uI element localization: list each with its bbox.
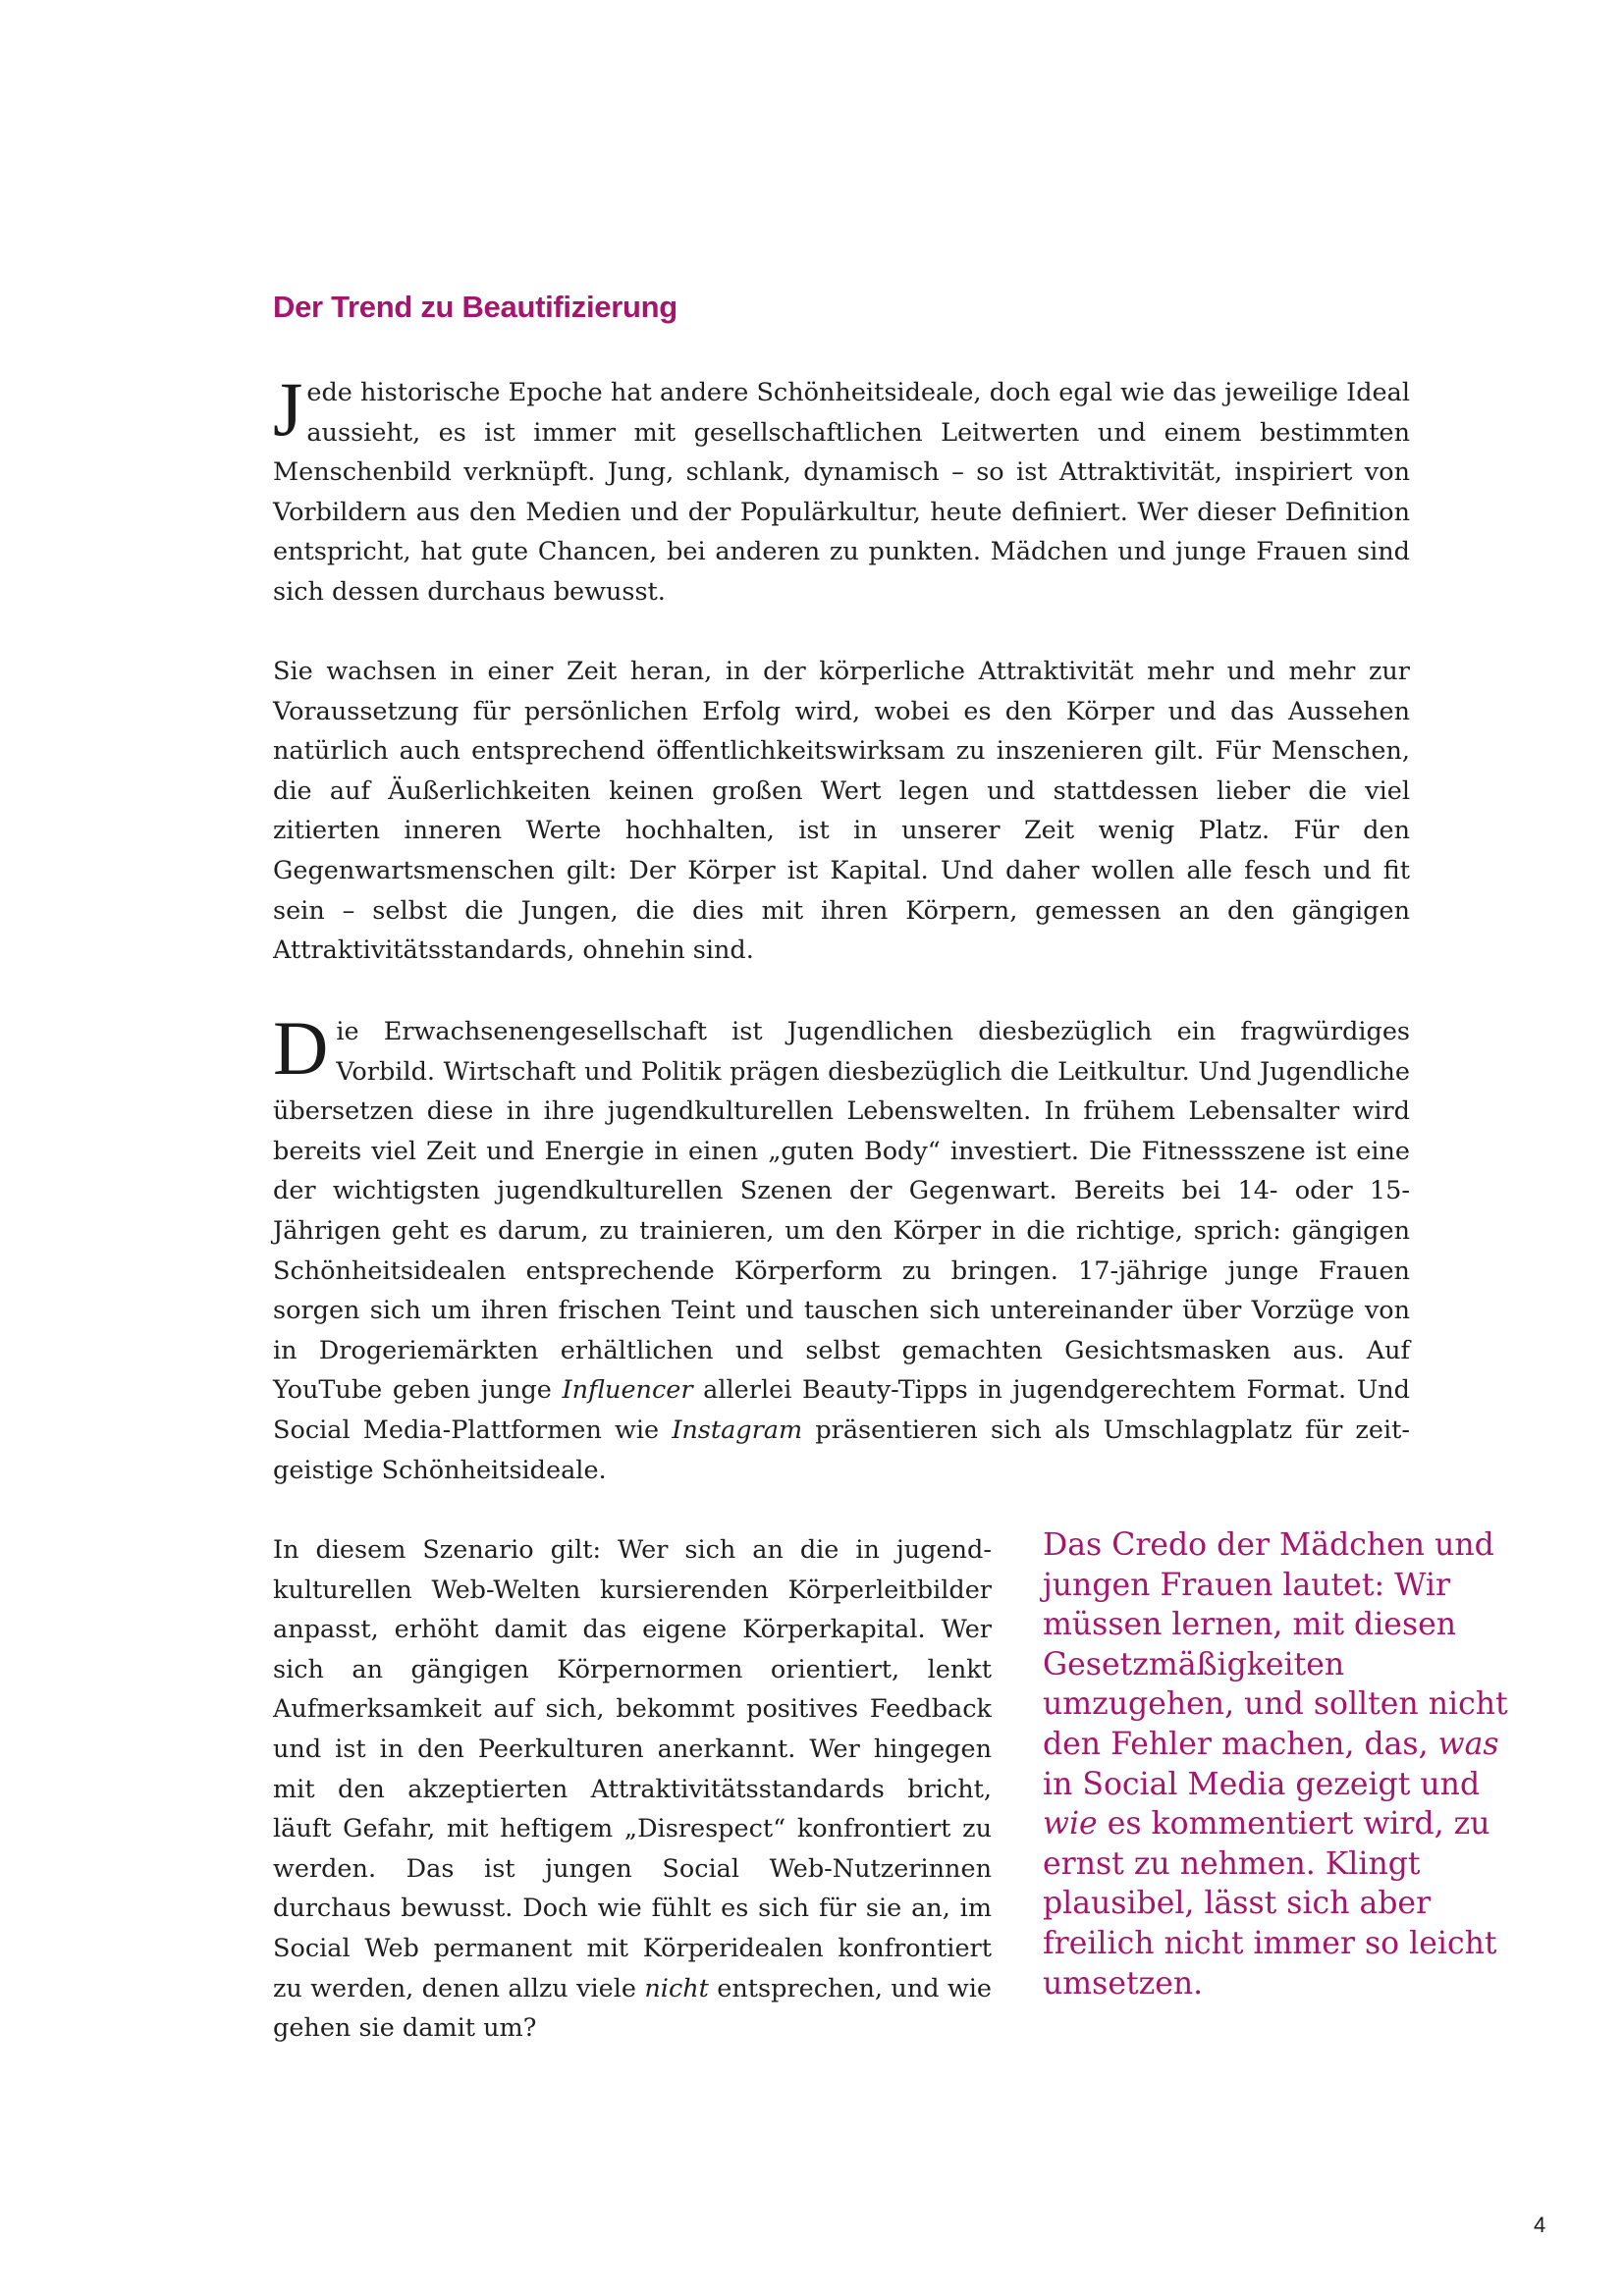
section-heading: Der Trend zu Beautifizierung [273,290,677,324]
paragraph-4-text-b: entsprechen, und wie gehen sie damit um? [273,1973,992,2044]
emphasis-nicht: nicht [644,1973,709,2003]
paragraph-1 [273,366,1410,613]
emphasis-wie: wie [1043,1806,1098,1842]
paragraph-3-text-c: präsentieren sich als Umschlagplatz für zeitgeistige Schönheitsideale. [273,1415,1410,1485]
paragraph-4 [273,1530,992,2049]
paragraph-3-text-a: ie Erwachsenengesellschaft ist Jugendlichen diesbezüglich ein fragwürdiges Vorbild. Wirtschaft und Politik prägen diesbezüglich die Leitkultur. Und Jugendliche übersetzen diese in ihre jugendkulturellen Lebenswelten. In frühem Lebensalter wird bereits viel Zeit und Energie in einen „guten Body“ investiert. Die Fitnessszene ist eine der wichtigsten jugendkulturellen Szenen der Gegenwart. Bereits bei 14- oder 15-Jährigen geht es darum, zu trainieren, um den Körper in die richtige, sprich: gängigen Schönheitsidealen entsprechende Körperform zu bringen. 17-jährige junge Frauen sorgen sich um ihren frischen Teint und tauschen sich untereinander über Vorzüge von in Drogeriemärkten erhältlichen und selbst gemachten Gesichtsmasken aus. Auf YouTube geben junge [273,1017,1410,1406]
pull-quote-text-c: es kommentiert wird, zu ernst zu nehmen. Klingt plausibel, lässt sich aber freilich nicht immer so leicht umsetzen. [1043,1806,1497,2002]
dropcap-d: D [273,1005,329,1091]
emphasis-instagram: Instagram [672,1415,803,1445]
pull-quote-text-b: in Social Media gezeigt und [1043,1766,1481,1802]
pull-quote-text-a: Das Credo der Mädchen und jungen Frauen lautet: Wir müssen lernen, mit diesen Gesetzmäßigkeiten umzugehen, und sollten nicht den Fehler machen, das, [1043,1527,1508,1762]
paragraph-3-text-b: allerlei Beauty-Tipps in jugendgerechtem Format. Und Social Media-Plattformen wie [273,1375,1410,1445]
paragraph-2 [273,652,1410,971]
page-number: 4 [1534,2213,1546,2237]
pull-quote [1043,1525,1534,2003]
paragraph-4-text-a: In diesem Szenario gilt: Wer sich an die in jugendkulturellen Web-Welten kursierenden Körperleitbilder anpasst, erhöht damit das eigene Körperkapital. Wer sich an gängigen Körpernormen orientiert, lenkt Aufmerksamkeit auf sich, bekommt positives Feedback und ist in den Peerkulturen anerkannt. Wer hingegen mit den akzeptierten Attraktivitätsstandards bricht, läuft Gefahr, mit heftigem „Disrespect“ konfrontiert zu werden. Das ist jungen Social Web-Nutzerinnen durchaus bewusst. Doch wie fühlt es sich für sie an, im Social Web permanent mit Körperidealen konfrontiert zu werden, denen allzu viele [273,1535,992,2003]
emphasis-influencer: Influencer [562,1375,693,1406]
dropcap-j: J [273,366,303,452]
paragraph-1-text: ede historische Epoche hat andere Schönheitsideale, doch egal wie das jeweilige Ideal aussieht, es ist immer mit gesellschaftlichen Leitwerten und einem bestimmten Menschenbild verknüpft. Jung, schlank, dynamisch – so ist Attraktivität, inspiriert von Vorbildern aus den Medien und der Populärkultur, heute definiert. Wer dieser Definition entspricht, hat gute Chancen, bei anderen zu punkten. Mädchen und junge Frauen sind sich dessen durchaus bewusst. [273,378,1410,607]
paragraph-3 [273,1005,1410,1490]
emphasis-was: was [1437,1726,1499,1762]
paragraph-2-text: Sie wachsen in einer Zeit heran, in der körperliche Attraktivität mehr und mehr zur Voraussetzung für persönlichen Erfolg wird, wobei es den Körper und das Aussehen natürlich auch entsprechend öffentlichkeitswirksam zu inszenieren gilt. Für Menschen, die auf Äußerlichkeiten keinen großen Wert legen und stattdessen lieber die viel zitierten inneren Werte hochhalten, ist in unserer Zeit wenig Platz. Für den Gegenwartsmenschen gilt: Der Körper ist Kapital. Und daher wollen alle fesch und fit sein – selbst die Jungen, die dies mit ihren Körpern, gemessen an den gängigen Attraktivitätsstandards, ohnehin sind. [273,657,1410,966]
